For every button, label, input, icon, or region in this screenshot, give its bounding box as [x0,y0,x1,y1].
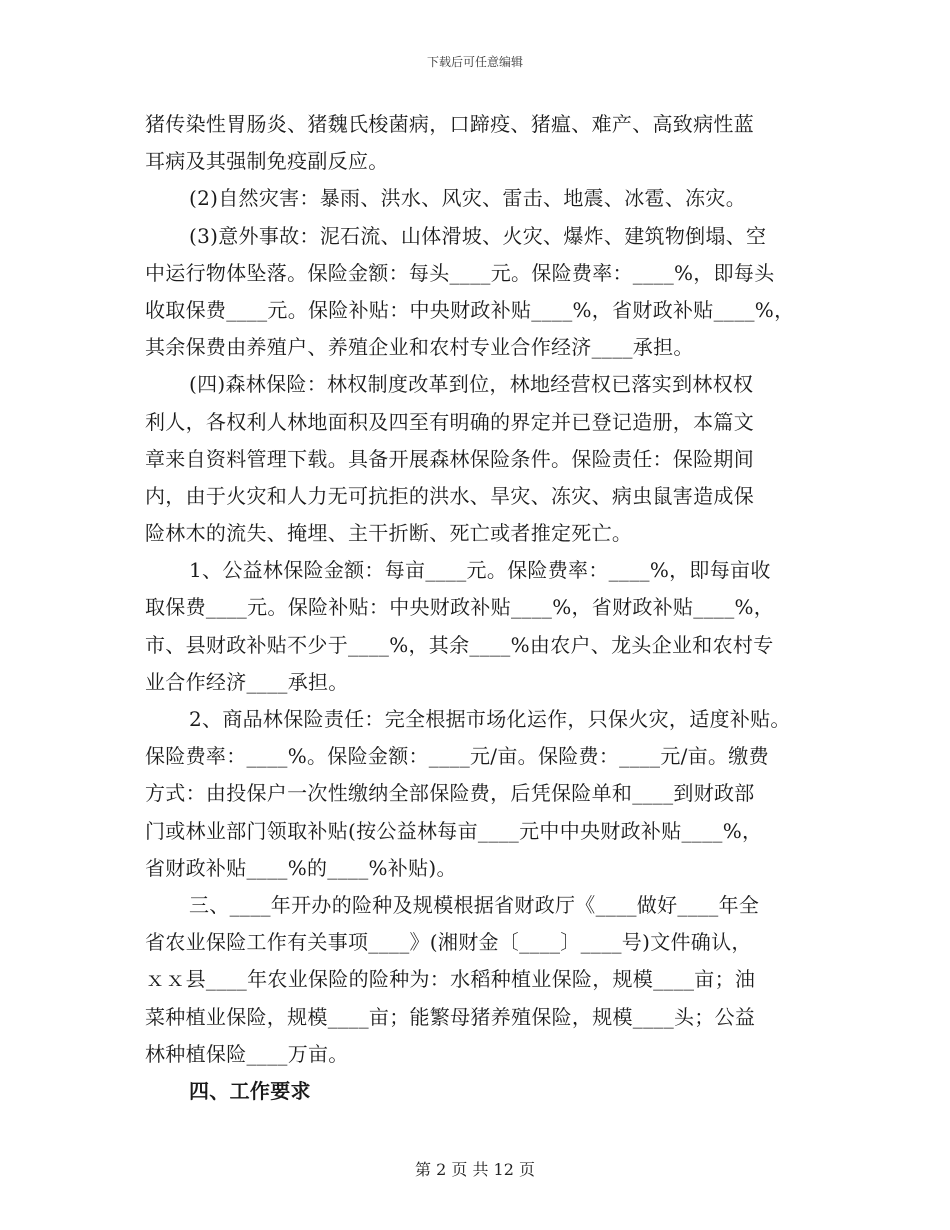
text-line: 中运行物体坠落。保险金额：每头____元。保险费率：____%，即每头 [145,260,775,285]
text-line: 菜种植业保险，规模____亩；能繁母猪养殖保险，规模____头；公益 [145,1004,756,1029]
text-line: ｘｘ县____年农业保险的险种为：水稻种植业保险，规模____亩；油 [145,967,756,992]
text-line: 三、____年开办的险种及规模根据省财政厅《____做好____年全 [189,892,760,917]
text-line: 险林木的流失、掩埋、主干折断、死亡或者推定死亡。 [145,521,633,546]
text-line: (2)自然灾害：暴雨、洪水、风灾、雷击、地震、冰雹、冻灾。 [189,186,747,211]
text-line: (四)森林保险：林权制度改革到位，林地经营权已落实到林权权 [189,372,754,397]
text-line: 业合作经济____承担。 [145,669,349,694]
text-line: 利人，各权利人林地面积及四至有明确的界定并已登记造册，本篇文 [145,409,754,434]
text-line: 2、商品林保险责任：完全根据市场化运作，只保火灾，适度补贴。 [189,707,791,731]
text-line: 保险费率：____%。保险金额：____元/亩。保险费：____元/亩。缴费 [145,744,769,769]
document-body [145,106,810,1110]
text-line: 方式：由投保户一次性缴纳全部保险费，后凭保险单和____到财政部 [145,781,755,806]
text-line: 取保费____元。保险补贴：中央财政补贴____%，省财政补贴____%， [145,595,775,620]
text-line: 内，由于火灾和人力无可抗拒的洪水、旱灾、冻灾、病虫鼠害造成保 [145,483,754,508]
text-line: 耳病及其强制免疫副反应。 [145,149,389,174]
section-heading: 四、工作要求 [189,1078,311,1103]
page-footer: 第 2 页 共 12 页 [415,1160,535,1179]
text-line: 章来自资料管理下载。具备开展森林保险条件。保险责任：保险期间 [145,446,754,471]
text-line: 其余保费由养殖户、养殖企业和农村专业合作经济____承担。 [145,335,694,360]
text-line: 门或林业部门领取补贴(按公益林每亩____元中中央财政补贴____%， [145,818,763,843]
text-line: (3)意外事故：泥石流、山体滑坡、火灾、爆炸、建筑物倒塌、空 [189,223,767,248]
text-line: 市、县财政补贴不少于____%，其余____%由农户、龙头企业和农村专 [145,632,774,657]
page-header: 下载后可任意编辑 [426,55,523,69]
text-line: 林种植保险____万亩。 [145,1041,349,1066]
text-line: 收取保费____元。保险补贴：中央财政补贴____%，省财政补贴____%， [145,297,795,322]
text-line: 省农业保险工作有关事项____》(湘财金〔____〕____号)文件确认， [145,930,752,955]
text-line: 省财政补贴____%的____%补贴)。 [145,855,457,880]
text-line: 猪传染性胃肠炎、猪魏氏梭菌病，口蹄疫、猪瘟、难产、高致病性蓝 [145,112,754,136]
text-line: 1、公益林保险金额：每亩____元。保险费率：____%，即每亩收 [189,558,771,583]
